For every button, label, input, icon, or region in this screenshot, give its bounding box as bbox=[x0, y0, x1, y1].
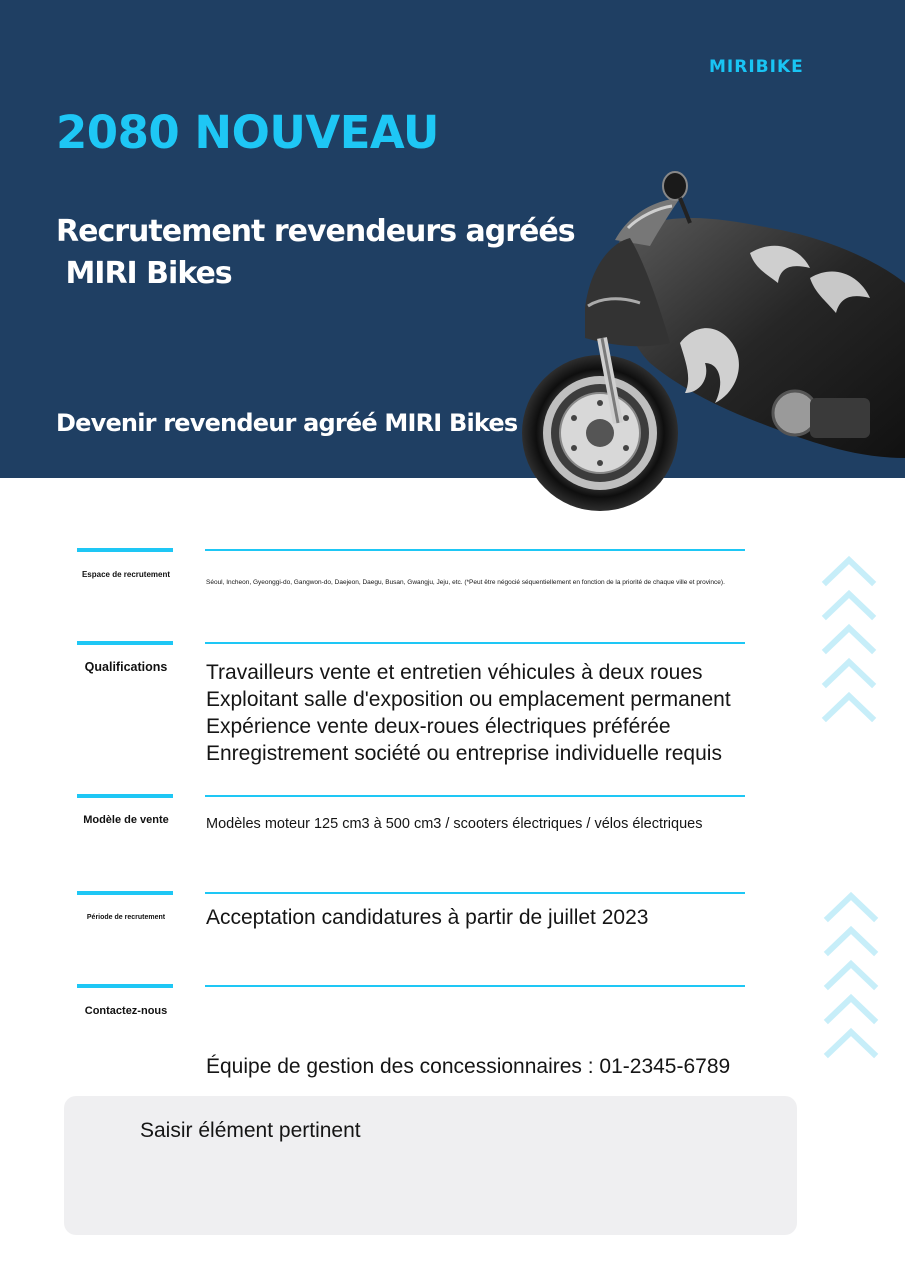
row-text-sales-model: Modèles moteur 125 cm3 à 500 cm3 / scooters électriques / vélos électriques bbox=[206, 816, 703, 832]
brand-logo: MIRIBIKE bbox=[709, 57, 804, 77]
row-label-recruitment-period: Période de recrutement bbox=[86, 914, 166, 921]
headline-line-1: Recrutement revendeurs agréés bbox=[56, 214, 575, 249]
chevron-up-icon-group-top bbox=[820, 552, 878, 722]
qualification-line-2: Exploitant salle d'exposition ou emplacement permanent bbox=[206, 688, 731, 711]
row-text-recruitment-period: Acceptation candidatures à partir de juillet 2023 bbox=[206, 906, 649, 929]
row-text-recruitment-area: Séoul, Incheon, Gyeonggi-do, Gangwon-do, Daejeon, Daegu, Busan, Gwangju, Jeju, etc. (*Peut être négocié séquentiellement en fonction de la priorité de chaque ville et province). bbox=[206, 579, 725, 586]
row-label-recruitment-area: Espace de recrutement bbox=[81, 570, 171, 579]
headline-line-2: MIRI Bikes bbox=[56, 256, 232, 291]
row-label-contact: Contactez-nous bbox=[84, 1005, 168, 1017]
row-5-label-bar bbox=[77, 984, 173, 988]
row-2-label-bar bbox=[77, 641, 173, 645]
qualification-line-1: Travailleurs vente et entretien véhicules à deux roues bbox=[206, 661, 703, 684]
subheadline: Devenir revendeur agréé MIRI Bikes bbox=[56, 409, 518, 437]
row-5-content-bar bbox=[205, 985, 745, 987]
row-2-content-bar bbox=[205, 642, 745, 644]
row-1-label-bar bbox=[77, 548, 173, 552]
note-box bbox=[64, 1096, 797, 1235]
headline bbox=[56, 211, 575, 295]
row-3-content-bar bbox=[205, 795, 745, 797]
year-title: 2080 NOUVEAU bbox=[56, 106, 439, 159]
row-text-qualifications bbox=[206, 659, 731, 767]
qualification-line-3: Expérience vente deux-roues électriques préférée bbox=[206, 715, 671, 738]
row-label-qualifications: Qualifications bbox=[84, 660, 168, 674]
motorcycle-illustration bbox=[510, 168, 905, 513]
note-box-text: Saisir élément pertinent bbox=[140, 1119, 361, 1142]
row-4-content-bar bbox=[205, 892, 745, 894]
qualification-line-4: Enregistrement société ou entreprise individuelle requis bbox=[206, 742, 722, 765]
row-3-label-bar bbox=[77, 794, 173, 798]
row-1-content-bar bbox=[205, 549, 745, 551]
contact-phone-line: Équipe de gestion des concessionnaires : 01-2345-6789 bbox=[206, 1055, 731, 1078]
row-4-label-bar bbox=[77, 891, 173, 895]
chevron-up-icon-group-bottom bbox=[822, 888, 880, 1060]
row-label-sales-model: Modèle de vente bbox=[83, 814, 169, 826]
